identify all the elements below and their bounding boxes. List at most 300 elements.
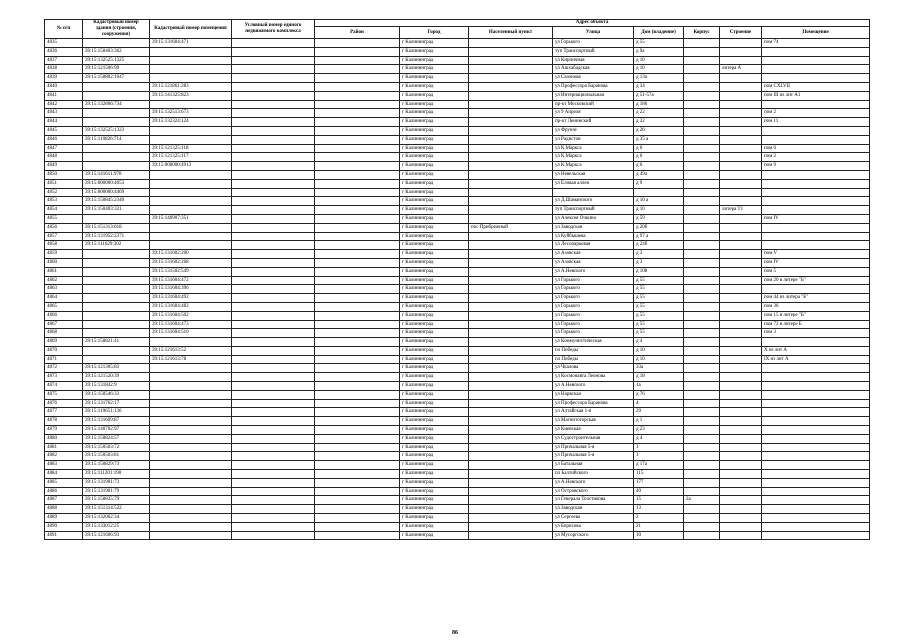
cell-stroenie bbox=[720, 250, 762, 259]
cell-korpus bbox=[684, 82, 720, 91]
cell-district bbox=[315, 452, 400, 461]
cell-room: пом 9 bbox=[762, 162, 870, 171]
cell-room bbox=[762, 338, 870, 347]
cell-cadastral-room bbox=[150, 522, 232, 531]
cell-cadastral-room bbox=[150, 452, 232, 461]
cell-cadastral-building: 39:15:150829:73 bbox=[83, 461, 150, 470]
cell-house bbox=[634, 188, 684, 197]
cell-house: д 6 bbox=[634, 144, 684, 153]
cell-conditional-number bbox=[232, 232, 315, 241]
cell-korpus bbox=[684, 426, 720, 435]
cell-cadastral-room bbox=[150, 478, 232, 487]
cell-cadastral-room bbox=[150, 399, 232, 408]
table-row bbox=[45, 408, 870, 417]
cell-settlement bbox=[469, 320, 553, 329]
cell-settlement bbox=[469, 214, 553, 223]
cell-cadastral-building: 39:15:111629:302 bbox=[83, 241, 150, 250]
cell-korpus bbox=[684, 74, 720, 83]
register-sheet bbox=[44, 19, 869, 540]
cell-house: д 9а bbox=[634, 47, 684, 56]
cell-cadastral-room bbox=[150, 223, 232, 232]
cell-cadastral-building: 39:15:150403:321 bbox=[83, 206, 150, 215]
cell-conditional-number bbox=[232, 276, 315, 285]
cell-city: г Калининград bbox=[400, 144, 469, 153]
cell-conditional-number bbox=[232, 302, 315, 311]
cell-korpus bbox=[684, 109, 720, 118]
cell-district bbox=[315, 470, 400, 479]
cell-conditional-number bbox=[232, 74, 315, 83]
cell-settlement bbox=[469, 505, 553, 514]
cell-korpus bbox=[684, 522, 720, 531]
cell-house: д 32 bbox=[634, 118, 684, 127]
cell-row-number: 4843 bbox=[45, 109, 83, 118]
cell-district bbox=[315, 214, 400, 223]
cell-district bbox=[315, 522, 400, 531]
cell-city: г Калининград bbox=[400, 302, 469, 311]
table-row bbox=[45, 39, 870, 48]
header-room: Помещение bbox=[762, 27, 870, 39]
cell-cadastral-room: 39:15:140907:351 bbox=[150, 214, 232, 223]
cell-street: пл Балтийского bbox=[553, 470, 634, 479]
cell-row-number: 4862 bbox=[45, 276, 83, 285]
cell-street: ул Островского bbox=[553, 487, 634, 496]
table-row bbox=[45, 285, 870, 294]
cell-settlement bbox=[469, 346, 553, 355]
cell-district bbox=[315, 346, 400, 355]
cell-conditional-number bbox=[232, 294, 315, 303]
cell-cadastral-room: 39:15:131604:502 bbox=[150, 311, 232, 320]
cell-row-number: 4854 bbox=[45, 206, 83, 215]
cell-korpus bbox=[684, 452, 720, 461]
cell-city: г Калининград bbox=[400, 478, 469, 487]
cell-row-number: 4836 bbox=[45, 47, 83, 56]
cell-house: д 3 bbox=[634, 250, 684, 259]
cell-house: 1 bbox=[634, 452, 684, 461]
cell-conditional-number bbox=[232, 135, 315, 144]
cell-row-number: 4869 bbox=[45, 338, 83, 347]
cell-korpus bbox=[684, 294, 720, 303]
cell-cadastral-building bbox=[83, 294, 150, 303]
cell-house: д 17а bbox=[634, 461, 684, 470]
cell-room: IX из лит А bbox=[762, 355, 870, 364]
cell-street: ул Сазонова bbox=[553, 74, 634, 83]
cell-cadastral-building bbox=[83, 302, 150, 311]
cell-cadastral-room bbox=[150, 505, 232, 514]
cell-row-number: 4845 bbox=[45, 126, 83, 135]
cell-korpus bbox=[684, 100, 720, 109]
cell-district bbox=[315, 496, 400, 505]
cell-settlement bbox=[469, 56, 553, 65]
header-korpus: Корпус bbox=[684, 27, 720, 39]
cell-district bbox=[315, 241, 400, 250]
cell-row-number: 4852 bbox=[45, 188, 83, 197]
cell-conditional-number bbox=[232, 206, 315, 215]
cell-settlement bbox=[469, 390, 553, 399]
cell-district bbox=[315, 126, 400, 135]
cell-korpus bbox=[684, 487, 720, 496]
cell-cadastral-room bbox=[150, 241, 232, 250]
cell-cadastral-room bbox=[150, 443, 232, 452]
cell-house: д 76 bbox=[634, 390, 684, 399]
cell-city: г Калининград bbox=[400, 443, 469, 452]
cell-district bbox=[315, 65, 400, 74]
cell-settlement bbox=[469, 355, 553, 364]
table-row bbox=[45, 373, 870, 382]
cell-room: пом 20 в литере "Б" bbox=[762, 276, 870, 285]
cell-row-number: 4835 bbox=[45, 39, 83, 48]
cell-stroenie bbox=[720, 100, 762, 109]
cell-city: г Калининград bbox=[400, 153, 469, 162]
cell-district bbox=[315, 232, 400, 241]
cell-room: пом 72 в литере Б bbox=[762, 320, 870, 329]
cell-city: г Калининград bbox=[400, 294, 469, 303]
cell-district bbox=[315, 258, 400, 267]
cell-conditional-number bbox=[232, 443, 315, 452]
cell-cadastral-building: 39:15:150802:1047 bbox=[83, 74, 150, 83]
cell-cadastral-building bbox=[83, 214, 150, 223]
cell-conditional-number bbox=[232, 241, 315, 250]
cell-house: д 186 bbox=[634, 100, 684, 109]
cell-row-number: 4881 bbox=[45, 443, 83, 452]
cell-cadastral-room bbox=[150, 65, 232, 74]
cell-house: д 59 bbox=[634, 214, 684, 223]
cell-room bbox=[762, 417, 870, 426]
cell-cadastral-building: 39:15:131901:79 bbox=[83, 487, 150, 496]
cell-cadastral-building bbox=[83, 329, 150, 338]
cell-korpus bbox=[684, 329, 720, 338]
cell-city: г Калининград bbox=[400, 188, 469, 197]
cell-stroenie bbox=[720, 214, 762, 223]
cell-room bbox=[762, 461, 870, 470]
cell-korpus bbox=[684, 214, 720, 223]
cell-house: 4 bbox=[634, 399, 684, 408]
cell-city: г Калининград bbox=[400, 434, 469, 443]
cell-room: пом III из лит А1 bbox=[762, 91, 870, 100]
cell-house: д 10 bbox=[634, 355, 684, 364]
cell-stroenie bbox=[720, 241, 762, 250]
cell-korpus bbox=[684, 285, 720, 294]
cell-settlement bbox=[469, 338, 553, 347]
cell-stroenie bbox=[720, 364, 762, 373]
cell-korpus bbox=[684, 179, 720, 188]
header-conditional-number: Условный номер единого недвижимого комплекса bbox=[232, 20, 315, 39]
cell-korpus bbox=[684, 267, 720, 276]
cell-house: д 35 а bbox=[634, 135, 684, 144]
cell-conditional-number bbox=[232, 153, 315, 162]
cell-conditional-number bbox=[232, 382, 315, 391]
cell-district bbox=[315, 408, 400, 417]
cell-conditional-number bbox=[232, 39, 315, 48]
cell-city: г Калининград bbox=[400, 355, 469, 364]
cell-cadastral-building bbox=[83, 346, 150, 355]
cell-cadastral-building: 39:15:000000:4053 bbox=[83, 179, 150, 188]
cell-cadastral-room bbox=[150, 179, 232, 188]
cell-settlement bbox=[469, 373, 553, 382]
cell-house: д 1 bbox=[634, 417, 684, 426]
cell-city: г Калининград bbox=[400, 109, 469, 118]
table-row bbox=[45, 232, 870, 241]
cell-row-number: 4846 bbox=[45, 135, 83, 144]
cell-korpus bbox=[684, 443, 720, 452]
cell-street: ул Горького bbox=[553, 329, 634, 338]
cell-row-number: 4887 bbox=[45, 496, 83, 505]
cell-city: г Калининград bbox=[400, 373, 469, 382]
cell-cadastral-room bbox=[150, 434, 232, 443]
cell-cadastral-room: 39:15:132324:124 bbox=[150, 118, 232, 127]
cell-korpus bbox=[684, 223, 720, 232]
cell-conditional-number bbox=[232, 47, 315, 56]
cell-house: д 22 bbox=[634, 109, 684, 118]
cell-conditional-number bbox=[232, 346, 315, 355]
cell-conditional-number bbox=[232, 531, 315, 540]
cell-cadastral-building: 39:15:111201:190 bbox=[83, 470, 150, 479]
cell-district bbox=[315, 276, 400, 285]
header-street: Улица bbox=[553, 27, 634, 39]
cell-korpus bbox=[684, 434, 720, 443]
cell-cadastral-room: 39:15:131602:200 bbox=[150, 250, 232, 259]
cell-cadastral-building: 39:15:150835:79 bbox=[83, 496, 150, 505]
cell-cadastral-building bbox=[83, 153, 150, 162]
cell-settlement bbox=[469, 258, 553, 267]
cell-cadastral-building: 39:15:141611:978 bbox=[83, 170, 150, 179]
table-row bbox=[45, 100, 870, 109]
cell-room bbox=[762, 434, 870, 443]
cell-settlement bbox=[469, 496, 553, 505]
table-row bbox=[45, 470, 870, 479]
cell-korpus bbox=[684, 39, 720, 48]
table-row bbox=[45, 179, 870, 188]
cell-room: пом IV bbox=[762, 214, 870, 223]
cell-row-number: 4851 bbox=[45, 179, 83, 188]
cell-district bbox=[315, 135, 400, 144]
cell-cadastral-building: 39:15:151313:618 bbox=[83, 223, 150, 232]
cell-row-number: 4837 bbox=[45, 56, 83, 65]
cell-street: ул Борисова bbox=[553, 522, 634, 531]
cell-cadastral-building bbox=[83, 250, 150, 259]
cell-house: д 55 bbox=[634, 294, 684, 303]
cell-settlement bbox=[469, 91, 553, 100]
table-row bbox=[45, 311, 870, 320]
cell-conditional-number bbox=[232, 100, 315, 109]
cell-street: ул Невельская bbox=[553, 170, 634, 179]
table-row bbox=[45, 364, 870, 373]
cell-cadastral-room bbox=[150, 487, 232, 496]
cell-settlement bbox=[469, 452, 553, 461]
cell-city: г Калининград bbox=[400, 179, 469, 188]
cell-cadastral-room bbox=[150, 197, 232, 206]
cell-street: ул А.Невского bbox=[553, 478, 634, 487]
cell-cadastral-building: 39:15:150503:72 bbox=[83, 443, 150, 452]
header-city: Город bbox=[400, 27, 469, 39]
cell-korpus bbox=[684, 470, 720, 479]
cell-room bbox=[762, 496, 870, 505]
cell-conditional-number bbox=[232, 144, 315, 153]
cell-city: г Калининград bbox=[400, 47, 469, 56]
table-row bbox=[45, 223, 870, 232]
cell-street: ул Судостроительная bbox=[553, 434, 634, 443]
cell-city: г Калининград bbox=[400, 426, 469, 435]
cell-room: пом IV bbox=[762, 258, 870, 267]
cell-house: 1а bbox=[634, 382, 684, 391]
table-row bbox=[45, 382, 870, 391]
cell-korpus bbox=[684, 531, 720, 540]
cell-stroenie bbox=[720, 135, 762, 144]
cell-city: г Калининград bbox=[400, 285, 469, 294]
cell-street: ул Фрунзе bbox=[553, 126, 634, 135]
cell-row-number: 4840 bbox=[45, 82, 83, 91]
cell-city: г Калининград bbox=[400, 338, 469, 347]
cell-district bbox=[315, 329, 400, 338]
cell-cadastral-building: 39:15:131762:17 bbox=[83, 399, 150, 408]
cell-room: пом 2 bbox=[762, 109, 870, 118]
cell-house: д 13а bbox=[634, 74, 684, 83]
cell-city: г Калининград bbox=[400, 56, 469, 65]
cell-conditional-number bbox=[232, 496, 315, 505]
cell-settlement bbox=[469, 109, 553, 118]
cell-korpus bbox=[684, 417, 720, 426]
cell-korpus bbox=[684, 241, 720, 250]
cell-room bbox=[762, 232, 870, 241]
cell-stroenie bbox=[720, 505, 762, 514]
cell-district bbox=[315, 91, 400, 100]
cell-row-number: 4879 bbox=[45, 426, 83, 435]
cell-row-number: 4882 bbox=[45, 452, 83, 461]
cell-cadastral-building: 39:15:121520:39 bbox=[83, 373, 150, 382]
cell-room: пом 74 bbox=[762, 39, 870, 48]
cell-settlement bbox=[469, 153, 553, 162]
cell-district bbox=[315, 153, 400, 162]
cell-street: ул Горького bbox=[553, 311, 634, 320]
cell-stroenie bbox=[720, 514, 762, 523]
table-row bbox=[45, 56, 870, 65]
table-row bbox=[45, 294, 870, 303]
cell-stroenie bbox=[720, 443, 762, 452]
cell-cadastral-building: 39:15:132062:34 bbox=[83, 514, 150, 523]
cell-settlement bbox=[469, 311, 553, 320]
cell-cadastral-building: 39:15:150824:57 bbox=[83, 434, 150, 443]
cell-district bbox=[315, 294, 400, 303]
cell-house: д 10 bbox=[634, 56, 684, 65]
cell-cadastral-building: 39:15:150503:81 bbox=[83, 452, 150, 461]
cell-street: ул А.Невского bbox=[553, 267, 634, 276]
objects-table bbox=[44, 19, 870, 540]
cell-conditional-number bbox=[232, 505, 315, 514]
cell-district bbox=[315, 478, 400, 487]
cell-cadastral-room bbox=[150, 232, 232, 241]
cell-cadastral-building: 39:15:132806:734 bbox=[83, 100, 150, 109]
table-row bbox=[45, 399, 870, 408]
cell-district bbox=[315, 39, 400, 48]
table-row bbox=[45, 338, 870, 347]
cell-stroenie bbox=[720, 285, 762, 294]
cell-korpus bbox=[684, 232, 720, 241]
cell-stroenie bbox=[720, 311, 762, 320]
cell-conditional-number bbox=[232, 390, 315, 399]
cell-street: пр-кт Ленинский bbox=[553, 118, 634, 127]
cell-cadastral-building: 39:15:132525:1325 bbox=[83, 56, 150, 65]
cell-room: пом 2 bbox=[762, 153, 870, 162]
cell-room bbox=[762, 170, 870, 179]
header-house: Дом (владение) bbox=[634, 27, 684, 39]
cell-settlement bbox=[469, 294, 553, 303]
cell-row-number: 4857 bbox=[45, 232, 83, 241]
cell-row-number: 4871 bbox=[45, 355, 83, 364]
cell-city: г Калининград bbox=[400, 487, 469, 496]
cell-cadastral-room bbox=[150, 461, 232, 470]
cell-city: г Калининград bbox=[400, 320, 469, 329]
cell-cadastral-room: 39:15:131604:492 bbox=[150, 294, 232, 303]
cell-korpus bbox=[684, 355, 720, 364]
cell-street: ул Горького bbox=[553, 294, 634, 303]
cell-stroenie bbox=[720, 382, 762, 391]
cell-street: ул Азовская bbox=[553, 250, 634, 259]
table-row bbox=[45, 514, 870, 523]
cell-settlement bbox=[469, 188, 553, 197]
cell-street: туп Транспортный bbox=[553, 206, 634, 215]
cell-korpus bbox=[684, 320, 720, 329]
cell-room bbox=[762, 408, 870, 417]
cell-district bbox=[315, 100, 400, 109]
page-number: 86 bbox=[452, 630, 458, 636]
cell-row-number: 4864 bbox=[45, 294, 83, 303]
cell-row-number: 4874 bbox=[45, 382, 83, 391]
cell-cadastral-building bbox=[83, 144, 150, 153]
cell-conditional-number bbox=[232, 197, 315, 206]
cell-house: 115 bbox=[634, 470, 684, 479]
cell-city: г Калининград bbox=[400, 408, 469, 417]
cell-room: пом 3 bbox=[762, 329, 870, 338]
cell-cadastral-building: 39:15:110826:714 bbox=[83, 135, 150, 144]
cell-cadastral-building bbox=[83, 311, 150, 320]
cell-city: г Калининград bbox=[400, 346, 469, 355]
cell-korpus bbox=[684, 197, 720, 206]
cell-district bbox=[315, 355, 400, 364]
cell-street: пр-кт Московский bbox=[553, 100, 634, 109]
cell-cadastral-room bbox=[150, 135, 232, 144]
cell-street: ул Заводская bbox=[553, 223, 634, 232]
cell-conditional-number bbox=[232, 417, 315, 426]
cell-room bbox=[762, 126, 870, 135]
cell-cadastral-building: 39:15:131901:73 bbox=[83, 478, 150, 487]
cell-settlement bbox=[469, 276, 553, 285]
header-cadastral-building: Кадастровый номер здания (строения, сооружения) bbox=[83, 20, 150, 39]
table-row bbox=[45, 135, 870, 144]
cell-stroenie bbox=[720, 47, 762, 56]
cell-cadastral-room: 39:15:121325:118 bbox=[150, 144, 232, 153]
cell-stroenie bbox=[720, 302, 762, 311]
cell-stroenie: литера Т1 bbox=[720, 206, 762, 215]
cell-stroenie bbox=[720, 487, 762, 496]
cell-city: г Калининград bbox=[400, 267, 469, 276]
cell-city: г Калининград bbox=[400, 329, 469, 338]
table-row bbox=[45, 434, 870, 443]
cell-district bbox=[315, 197, 400, 206]
cell-city: г Калининград bbox=[400, 452, 469, 461]
cell-row-number: 4847 bbox=[45, 144, 83, 153]
cell-city: г Калининград bbox=[400, 100, 469, 109]
cell-settlement bbox=[469, 434, 553, 443]
cell-stroenie bbox=[720, 390, 762, 399]
cell-house: д 6 bbox=[634, 162, 684, 171]
cell-street: ул Чкалова bbox=[553, 364, 634, 373]
cell-conditional-number bbox=[232, 487, 315, 496]
table-row bbox=[45, 91, 870, 100]
cell-settlement bbox=[469, 443, 553, 452]
cell-city: г Калининград bbox=[400, 91, 469, 100]
cell-room bbox=[762, 373, 870, 382]
cell-korpus bbox=[684, 135, 720, 144]
table-row bbox=[45, 144, 870, 153]
